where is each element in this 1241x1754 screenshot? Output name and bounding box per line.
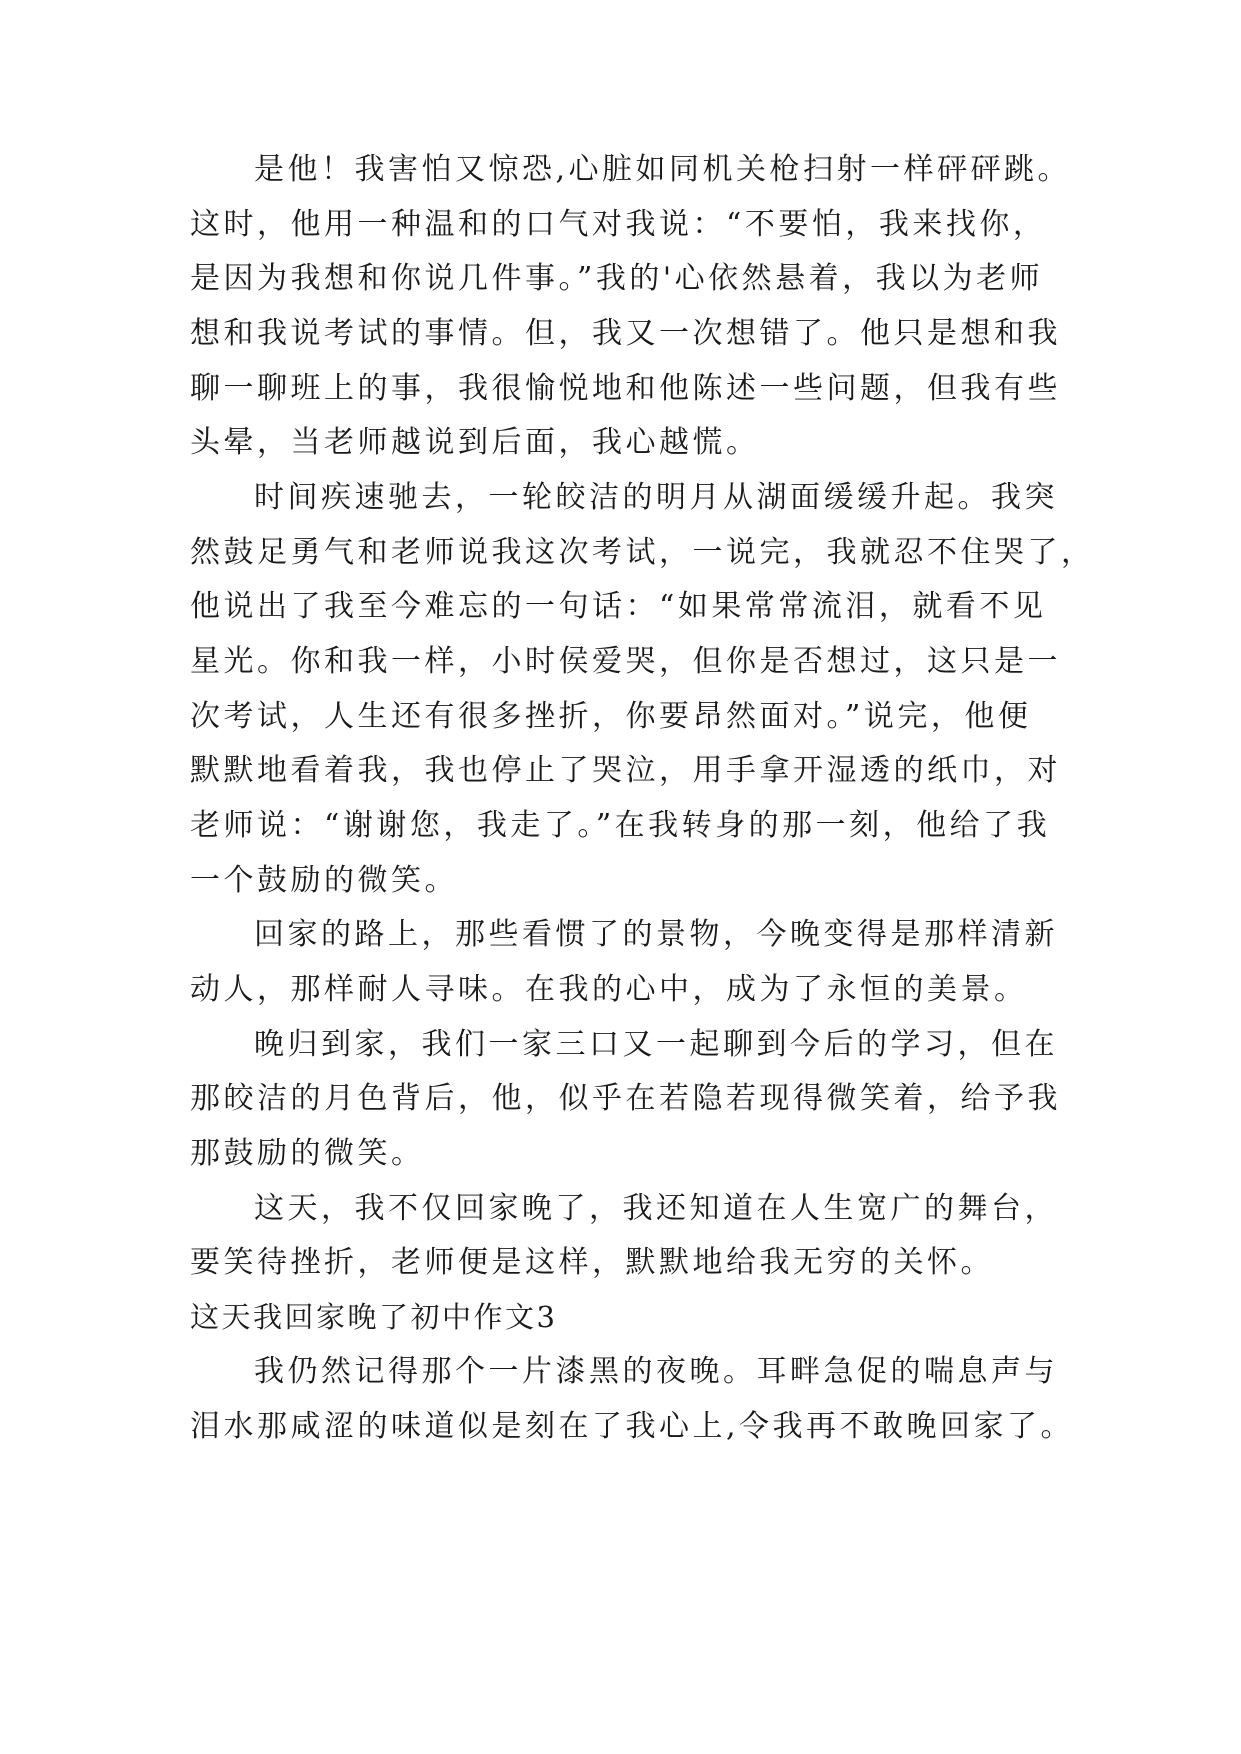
paragraph-line: 然鼓足勇气和老师说我这次考试，一说完，我就忍不住哭了， <box>190 535 1095 570</box>
paragraph-line: 晚归到家，我们一家三口又一起聊到今后的学习，但在 <box>254 1027 1058 1062</box>
paragraph-line: 泪水那咸涩的味道似是刻在了我心上,令我再不敢晚回家了。 <box>190 1409 1075 1444</box>
paragraph-line: 是他！我害怕又惊恐,心脏如同机关枪扫射一样砰砰跳。 <box>254 152 1072 187</box>
paragraph-line: 那鼓励的微笑。 <box>190 1136 425 1171</box>
paragraph-line: 我仍然记得那个一片漆黑的夜晚。耳畔急促的喘息声与 <box>254 1354 1058 1389</box>
paragraph-line: 动人，那样耐人寻味。在我的心中，成为了永恒的美景。 <box>190 972 1028 1007</box>
paragraph-line: 老师说：“谢谢您，我走了。”在我转身的那一刻，他给了我 <box>190 808 1051 843</box>
paragraph-line: 这天，我不仅回家晚了，我还知道在人生宽广的舞台， <box>254 1191 1058 1226</box>
paragraph-line: 是因为我想和你说几件事。”我的'心依然悬着，我以为老师 <box>190 261 1044 296</box>
paragraph-line: 要笑待挫折，老师便是这样，默默地给我无穷的关怀。 <box>190 1245 994 1280</box>
paragraph-line: 一个鼓励的微笑。 <box>190 863 458 898</box>
paragraph-line: 聊一聊班上的事，我很愉悦地和他陈述一些问题，但我有些 <box>190 371 1061 406</box>
paragraph-line: 他说出了我至今难忘的一句话：“如果常常流泪，就看不见 <box>190 589 1047 624</box>
paragraph-line: 那皎洁的月色背后，他，似乎在若隐若现得微笑着，给予我 <box>190 1081 1061 1116</box>
paragraph-line: 这时，他用一种温和的口气对我说：“不要怕，我来找你， <box>190 207 1047 242</box>
paragraph-line: 头晕，当老师越说到后面，我心越慌。 <box>190 425 760 460</box>
paragraph-line: 想和我说考试的事情。但，我又一次想错了。他只是想和我 <box>190 316 1061 351</box>
paragraph-line: 星光。你和我一样，小时侯爱哭，但你是否想过，这只是一 <box>190 644 1061 679</box>
paragraph-line: 时间疾速驰去，一轮皎洁的明月从湖面缓缓升起。我突 <box>254 480 1058 515</box>
section-heading: 这天我回家晚了初中作文3 <box>190 1300 558 1334</box>
paragraph-line: 默默地看着我，我也停止了哭泣，用手拿开湿透的纸巾，对 <box>190 753 1061 788</box>
paragraph-line: 回家的路上，那些看惯了的景物，今晚变得是那样清新 <box>254 917 1058 952</box>
paragraph-line: 次考试，人生还有很多挫折，你要昂然面对。”说完，他便 <box>190 699 1032 734</box>
